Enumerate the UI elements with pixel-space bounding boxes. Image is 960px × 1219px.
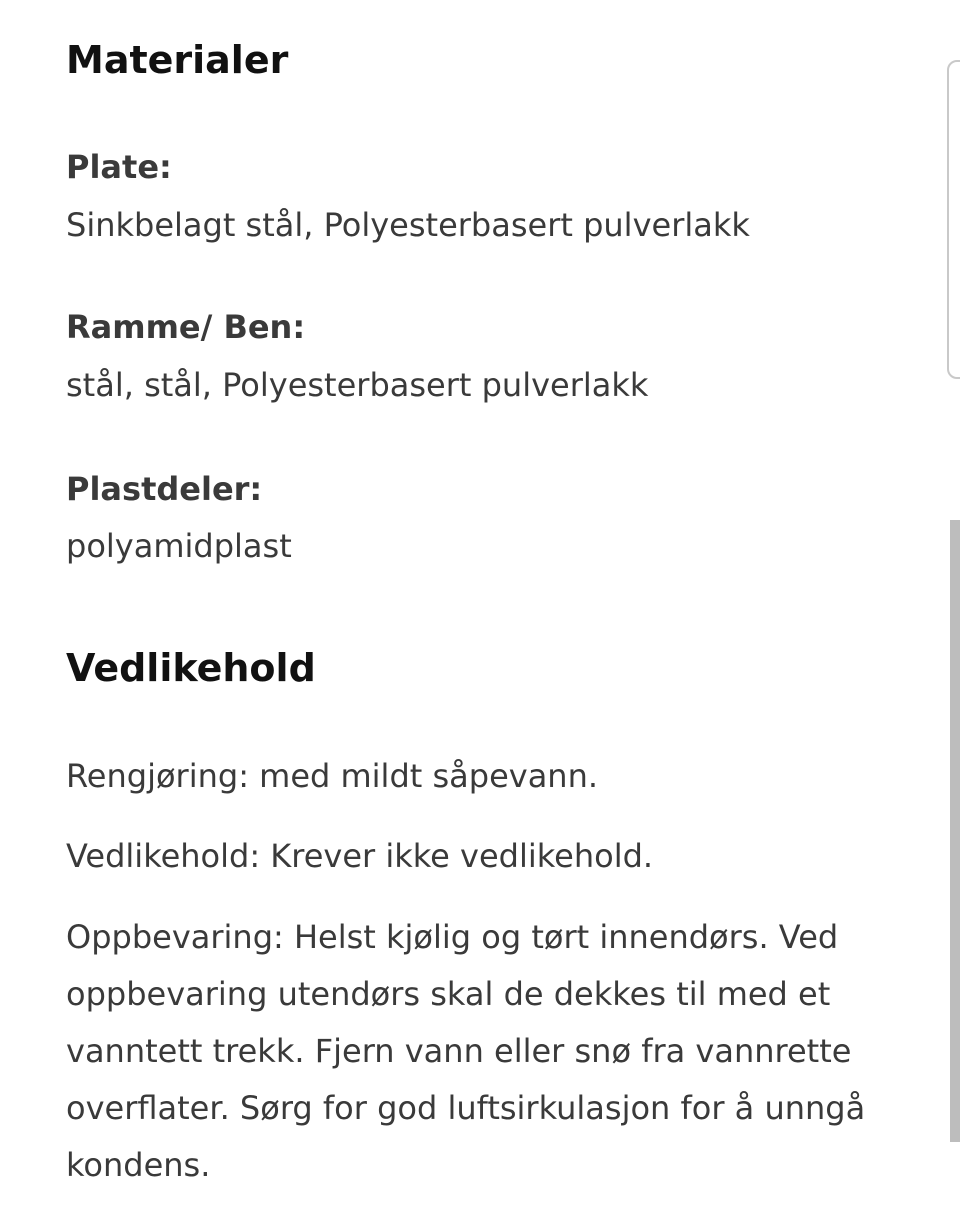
maintenance-cleaning: Rengjøring: med mildt såpevann. <box>66 757 599 795</box>
maintenance-care: Vedlikehold: Krever ikke vedlikehold. <box>66 837 654 875</box>
material-label-plastic: Plastdeler: <box>66 470 263 508</box>
material-value-plate: Sinkbelagt stål, Polyesterbasert pulverlakk <box>66 206 750 244</box>
material-value-frame: stål, stål, Polyesterbasert pulverlakk <box>66 366 649 404</box>
material-label-plate: Plate: <box>66 148 172 186</box>
materials-heading: Materialer <box>66 38 289 82</box>
side-panel-card[interactable] <box>947 60 960 379</box>
scrollbar[interactable] <box>950 520 960 1142</box>
material-label-frame: Ramme/ Ben: <box>66 308 306 346</box>
maintenance-heading: Vedlikehold <box>66 646 316 690</box>
material-value-plastic: polyamidplast <box>66 527 292 565</box>
maintenance-storage: Oppbevaring: Helst kjølig og tørt innendørs. Ved oppbevaring utendørs skal de dekkes til med et vanntett trekk. Fjern vann eller snø fra vannrette overflater. Sørg for god luftsirkulasjon for å unngå kondens. <box>66 918 866 1184</box>
